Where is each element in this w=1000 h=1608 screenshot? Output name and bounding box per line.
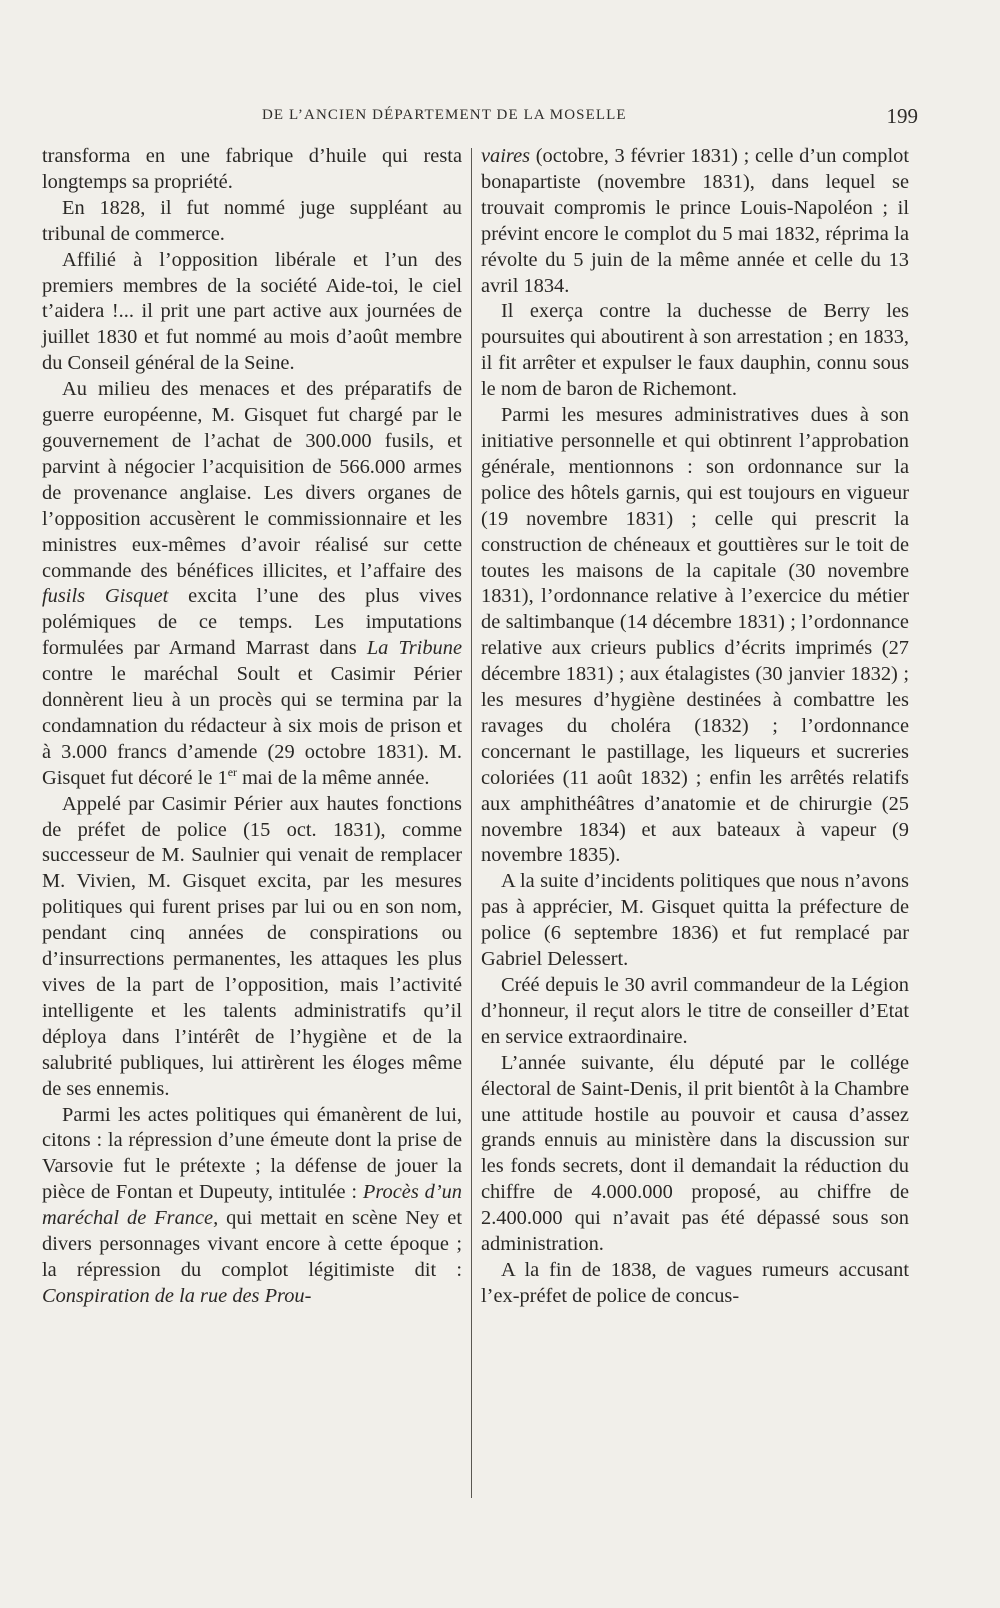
text-run: Au milieu des menaces et des préparatifs de guerre européenne, M. Gisquet fut chargé par le gouvernement de l’achat de 300.000 fusils, et parvint à négocier l’acquisition de 566.000 armes de provenance anglaise. Les divers organes de l’opposition accusèrent le commissionnaire et les ministres eux-mêmes d’avoir réalisé sur cette commande des bénéfices illicites, et l’affaire des (42, 378, 462, 582)
paragraph: Créé depuis le 30 avril commandeur de la Légion d’honneur, il reçut alors le titre de conseiller d’Etat en service extraordinaire. (481, 974, 909, 1048)
paragraph: Appelé par Casimir Périer aux hautes fonctions de préfet de police (15 oct. 1831), comme successeur de M. Saulnier qui venait de remplacer M. Vivien, M. Gisquet excita, par les mesures politiques qui furent prises par lui ou en son nom, pendant cinq années de conspirations ou d’insurrections permanentes, les attaques les plus vives de la part de l’opposition, mais l’activité intelligente et les talents administratifs qu’il déploya dans l’intérêt de l’hygiène et de la salubrité publiques, lui attirèrent les éloges même de ses ennemis. (42, 792, 462, 1100)
right-column (481, 144, 909, 1310)
paragraph: A la suite d’incidents politiques que nous n’avons pas à apprécier, M. Gisquet quitta la préfecture de police (6 septembre 1836) et fut remplacé par Gabriel Delessert. (481, 870, 909, 971)
text-run: Parmi les actes politiques qui émanèrent de lui, citons : la répression d’une émeute dont la prise de Varsovie fut le prétexte ; la défense de jouer la pièce de Fontan et Dupeuty, intitulée : (42, 1103, 462, 1204)
paragraph: En 1828, il fut nommé juge suppléant au tribunal de commerce. (42, 196, 462, 245)
text-run: contre le maréchal Soult et Casimir Périer donnèrent lieu à un procès qui se termina par la condamnation du rédacteur à six mois de prison et à 3.000 francs d’amende (29 octobre 1831). M. Gisquet fut décoré le 1 (42, 663, 462, 789)
superscript: er (227, 764, 238, 779)
paragraph: Il exerça contre la duchesse de Berry les poursuites qui aboutirent à son arrestation ; en 1833, il fit arrêter et expulser le faux dauphin, connu sous le nom de baron de Richemont. (481, 300, 909, 401)
paragraph: transforma en une fabrique d’huile qui resta longtemps sa propriété. (42, 145, 462, 193)
paragraph: Affilié à l’opposition libérale et l’un des premiers membres de la société Aide-toi, le ciel t’aidera !... il prit une part active aux journées de juillet 1830 et fut nommé au mois d’août membre du Conseil général de la Seine. (42, 248, 462, 375)
paragraph (42, 1103, 462, 1310)
text-run: qui mettait en scène Ney et divers personnages vivant encore à cette époque ; la répression du complot légitimiste dit : (42, 1207, 462, 1281)
paragraph (42, 377, 462, 792)
italic-text: vaires (481, 145, 531, 167)
italic-text: fusils Gisquet (42, 585, 169, 608)
text-run: excita l’une des plus vives polémiques de ce temps. Les imputations formulées par Armand Marrast dans (42, 585, 462, 660)
page-number: 199 (886, 104, 918, 128)
italic-text: La Tribune (366, 637, 462, 660)
text-run: mai de la même année. (237, 766, 430, 789)
paragraph: Parmi les mesures administratives dues à son initiative personnelle et qui obtinrent l’approbation générale, mentionnons : son ordonnance sur la police des hôtels garnis, qui est toujours en vigueur (19 novembre 1831) ; celle qui prescrit la construction de chéneaux et gouttières sur le toit de toutes les maisons de la capitale (30 novembre 1831), l’ordonnance relative à l’exercice du métier de saltimbanque (14 décembre 1831) ; l’ordonnance relative aux crieurs publics d’écrits imprimés (27 décembre 1831) ; aux étalagistes (30 janvier 1832) ; les mesures d’hygiène destinées à combattre les ravages du choléra (1832) ; l’ordonnance concernant le pastillage, les liqueurs et sucreries coloriées (11 août 1832) ; enfin les arrêtés relatifs aux amphithéâtres d’anatomie et de chirurgie (25 novembre 1834) et aux bateaux à vapeur (9 novembre 1835). (481, 404, 909, 867)
italic-text: Procès d’un maréchal de France, (42, 1181, 462, 1230)
paragraph: A la fin de 1838, de vagues rumeurs accusant l’ex-préfet de police de concus- (481, 1258, 909, 1307)
left-column (42, 144, 462, 1310)
column-divider (471, 148, 472, 1498)
paragraph (481, 144, 909, 299)
italic-text: Conspiration de la rue des Prou- (42, 1284, 312, 1307)
text-run: (octobre, 3 février 1831) ; celle d’un complot bonapartiste (novembre 1831), dans lequel se trouvait compromis le prince Louis-Napoléon ; il prévint encore le complot du 5 mai 1832, réprima la révolte du 5 juin de la même année et celle du 13 avril 1834. (481, 145, 909, 297)
running-head: DE L’ANCIEN DÉPARTEMENT DE LA MOSELLE (262, 107, 627, 123)
paragraph: L’année suivante, élu député par le collége électoral de Saint-Denis, il prit bientôt à la Chambre une attitude hostile au pouvoir et causa d’assez grands ennuis au ministère dans la discussion sur les fonds secrets, dont il demandait la réduction du chiffre de 4.000.000 proposé, au chiffre de 2.400.000 qui n’avait pas été dépassé sous son administration. (481, 1051, 909, 1256)
